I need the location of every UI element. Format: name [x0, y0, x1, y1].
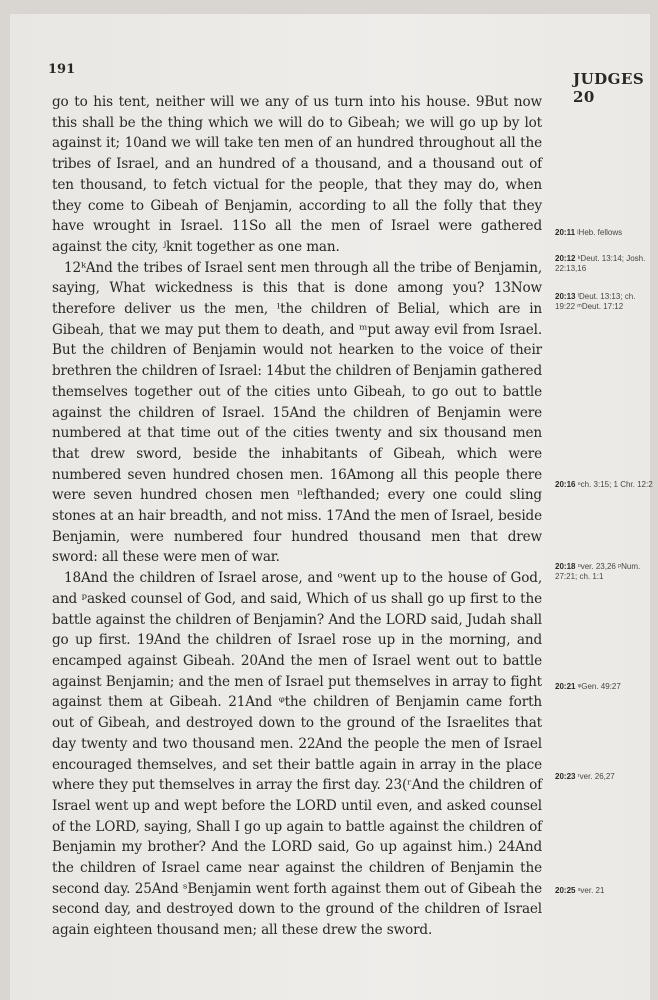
cross-reference: 20:11 ʲHeb. fellows	[555, 228, 623, 237]
cross-reference: 20:13 ˡDeut. 13:13; ch. 19:22 ᵐDeut. 17:12	[555, 292, 636, 311]
cross-reference: 20:21 ᵠGen. 49:27	[555, 682, 621, 691]
scripture-text	[52, 92, 542, 941]
bible-page	[10, 14, 653, 1000]
paragraph-3: 18And the children of Israel arose, and ᵒwent up to the house of God, and ᵖasked counsel of God, and said, Which of us shall go up first to the battle against the children of Benjamin? And the LORD said, Judah shall go up first. 19And the children of Israel rose up in the morning, and encamped against Gibeah. 20And the men of Israel went out to battle against Benjamin; and the men of Israel put themselves in array to fight against them at Gibeah. 21And ᵠthe children of Benjamin came forth out of Gibeah, and destroyed down to the ground of the Israelites that day twenty and two thousand men. 22And the people the men of Israel encouraged themselves, and set their battle again in array in the place where they put themselves in array the first day. 23(ʳAnd the children of Israel went up and wept before the LORD until even, and asked counsel of the LORD, saying, Shall I go up again to battle against the children of Benjamin my brother? And the LORD said, Go up against him.) 24And the children of Israel came near against the children of Benjamin the second day. 25And ˢBenjamin went forth against them out of Gibeah the second day, and destroyed down to the ground of the children of Israel again eighteen thousand men; all these drew the sword.	[52, 570, 542, 939]
cross-reference: 20:12 ᵏDeut. 13:14; Josh. 22:13,16	[555, 254, 646, 273]
cross-reference: 20:25 ˢver. 21	[555, 886, 605, 895]
cross-reference: 20:23 ʳver. 26,27	[555, 772, 615, 781]
cross-reference: 20:16 ⁿch. 3:15; 1 Chr. 12:2	[555, 480, 653, 489]
page-number: 191	[48, 62, 76, 77]
cross-reference: 20:18 ᵒver. 23,26 ᵖNum. 27:21; ch. 1:1	[555, 562, 641, 581]
paragraph-2: 12ᵏAnd the tribes of Israel sent men through all the tribe of Benjamin, saying, What wickedness is this that is done among you? 13Now therefore deliver us the men, ˡthe children of Belial, which are in Gibeah, that we may put them to death, and ᵐput away evil from Israel. But the children of Benjamin would not hearken to the voice of their brethren the children of Israel: 14but the children of Benjamin gathered themselves together out of the cities unto Gibeah, to go out to battle against the children of Israel. 15And the children of Benjamin were numbered at that time out of the cities twenty and six thousand men that drew sword, beside the inhabitants of Gibeah, which were numbered seven hundred chosen men. 16Among all this people there were seven hundred chosen men ⁿlefthanded; every one could sling stones at an hair breadth, and not miss. 17And the men of Israel, beside Benjamin, were numbered four hundred thousand men that drew sword: all these were men of war.	[52, 259, 542, 566]
paragraph-1: go to his tent, neither will we any of us turn into his house. 9But now this shall be the thing which we will do to Gibeah; we will go up by lot against it; 10and we will take ten men of an hundred throughout all the tribes of Israel, and an hundred of a thousand, and a thousand out of ten thousand, to fetch victual for the people, that they may do, when they come to Gibeah of Benjamin, according to all the folly that they have wrought in Israel. 11So all the men of Israel were gathered against the city, ʲknit together as one man.	[52, 94, 542, 255]
running-head: JUDGES 20	[573, 70, 645, 106]
